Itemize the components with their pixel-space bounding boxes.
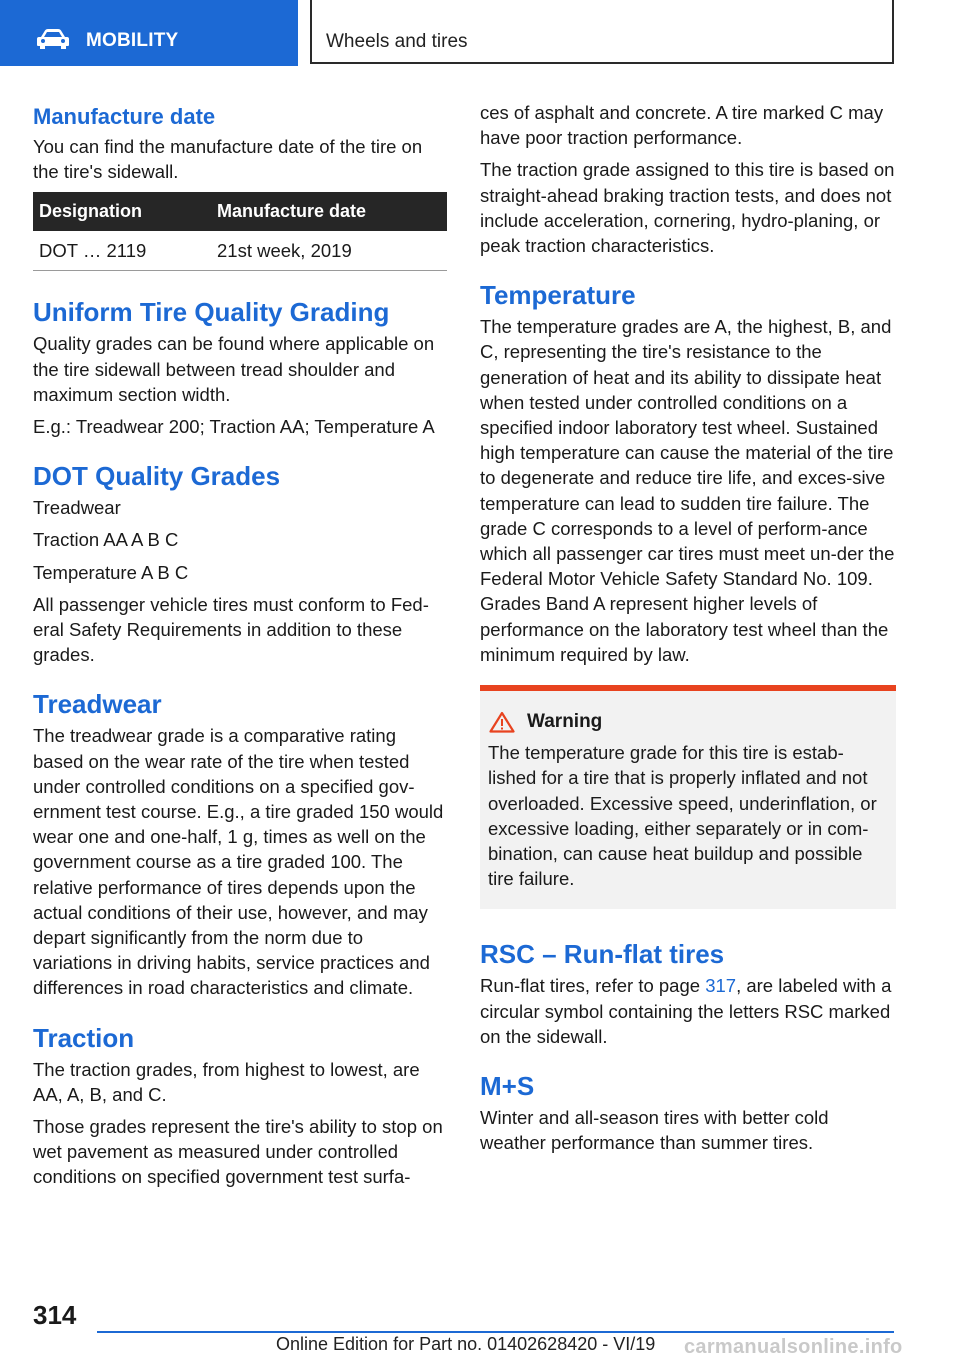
page-number: 314	[33, 1300, 77, 1330]
table-row	[33, 231, 447, 271]
heading-manufacture-date: Manufacture date	[33, 104, 216, 129]
paragraph: Temperature A B C	[33, 561, 189, 583]
heading-utqg: Uniform Tire Quality Grading	[33, 297, 390, 328]
paragraph: Quality grades can be found where applicable on the tire sidewall between tread shoulder and maximum section width.	[33, 333, 435, 405]
heading-ms: M+S	[480, 1071, 535, 1102]
right-column	[480, 100, 896, 1163]
section-tab	[0, 0, 298, 66]
page-header	[0, 0, 960, 66]
watermark: carmanualsonline.info	[684, 1336, 903, 1358]
manufacture-date-table	[33, 192, 447, 271]
text: Run-flat tires, refer to page	[480, 975, 706, 997]
table-header-row	[33, 192, 447, 231]
heading-temperature: Temperature	[480, 280, 636, 311]
paragraph	[480, 973, 896, 1049]
table-header-cell: Manufacture date	[211, 192, 447, 231]
heading-rsc: RSC – Run-flat tires	[480, 939, 725, 970]
paragraph: The traction grades, from highest to lowest, are AA, A, B, and C.	[33, 1058, 420, 1105]
table-cell: DOT … 2119	[33, 231, 211, 271]
paragraph: Those grades represent the tire's ability to stop on wet pavement as measured under controlled conditions on specified government test surfa‐	[33, 1116, 443, 1188]
warning-text: The temperature grade for this tire is estab‐lished for a tire that is properly inflated and not overloaded. Excessive speed, underinflation, or excessive loading, either separately or in com‐bination, can cause heat buildup and possible tire failure.	[488, 742, 877, 890]
warning-box	[480, 685, 896, 909]
car-icon	[36, 28, 70, 50]
warning-label: Warning	[527, 711, 603, 733]
footer-edition: Online Edition for Part no. 01402628420 - VI/19	[276, 1334, 656, 1354]
paragraph: Treadwear	[33, 497, 121, 519]
text: , are labeled with a circular symbol containing the letters RSC marked on the sidewall.	[480, 975, 892, 1047]
chapter-box	[310, 0, 894, 64]
paragraph: All passenger vehicle tires must conform to Fed‐eral Safety Requirements in addition to these grades.	[33, 593, 429, 666]
paragraph: ces of asphalt and concrete. A tire marked C may have poor traction performance.	[480, 102, 884, 149]
heading-treadwear: Treadwear	[33, 689, 162, 720]
footer-divider	[97, 1331, 894, 1333]
table-cell: 21st week, 2019	[211, 231, 447, 271]
paragraph: You can find the manufacture date of the tire on the tire's sidewall.	[33, 136, 423, 183]
paragraph: The treadwear grade is a comparative rating based on the wear rate of the tire when tested under controlled conditions on a specified gov‐ernment test course. E.g., a tire graded 150 would wear one and one-half, 1 g, times as well on the government course as a tire graded 100. The relative performance of tires depends upon the actual conditions of their use, however, and may depart significantly from the norm due to variations in driving habits, service practices and differences in road characteristics and climate.	[33, 725, 444, 999]
page-link[interactable]: 317	[705, 975, 737, 997]
paragraph: The traction grade assigned to this tire is based on straight-ahead braking traction tests, and does not include acceleration, cornering, hydro‐planing, or peak traction characteristics.	[480, 159, 895, 257]
paragraph: The temperature grades are A, the highest, B, and C, representing the tire's resistance to the generation of heat and its ability to dissipate heat when tested under controlled conditions on a specified indoor laboratory test wheel. Sustained high temperature can cause the material of the tire to degenerate and reduce tire life, and exces‐sive temperature can lead to sudden tire failure. The grade C corresponds to a level of perform‐ance which all passenger car tires must meet un‐der the Federal Motor Vehicle Safety Standard No. 109. Grades Band A represent higher levels of performance on the laboratory test wheel than the minimum required by law.	[480, 316, 895, 665]
left-column	[33, 100, 447, 1197]
warning-header	[488, 709, 882, 734]
table-header-cell: Designation	[33, 192, 211, 231]
paragraph: Winter and all-season tires with better cold weather performance than summer tires.	[480, 1107, 829, 1154]
heading-dot-quality-grades: DOT Quality Grades	[33, 461, 281, 492]
heading-traction: Traction	[33, 1022, 135, 1053]
section-label: MOBILITY	[86, 30, 179, 51]
chapter-title: Wheels and tires	[326, 31, 468, 52]
paragraph: E.g.: Treadwear 200; Traction AA; Temperature A	[33, 416, 435, 438]
paragraph: Traction AA A B C	[33, 529, 179, 551]
warning-icon	[489, 711, 515, 733]
